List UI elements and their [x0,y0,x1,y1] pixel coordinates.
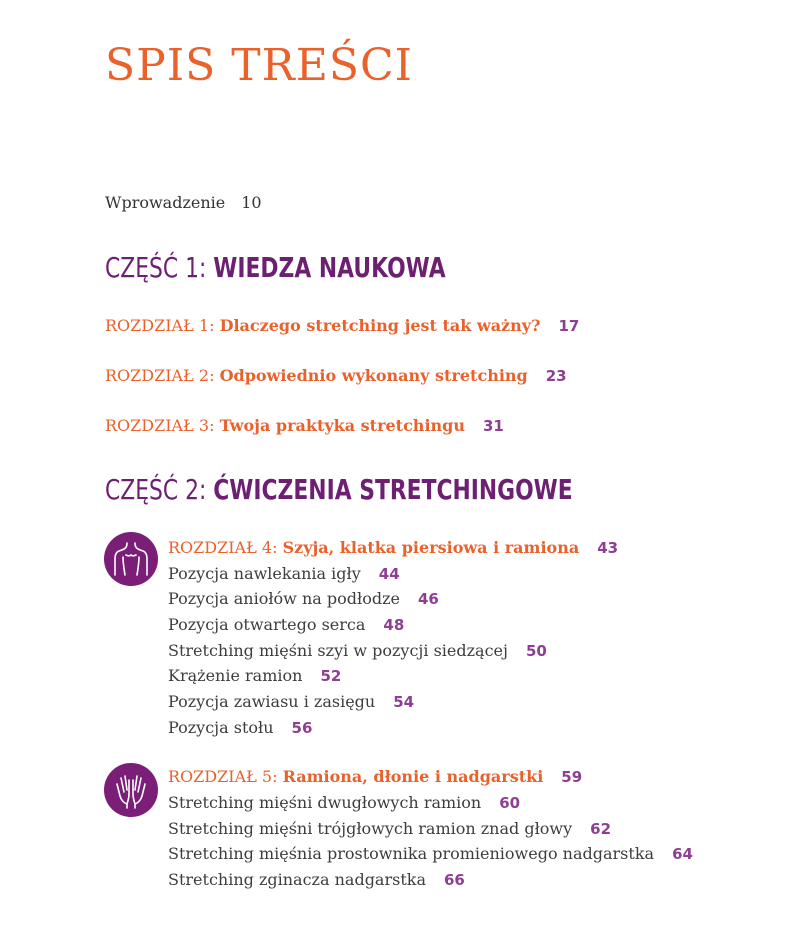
entry-title: Stretching mięśni szyi w pozycji siedzącej [168,641,508,660]
toc-chapter-2[interactable] [105,365,567,387]
hands-icon [104,763,158,817]
entry-page: 54 [393,693,415,711]
toc-entry[interactable] [168,563,400,585]
entry-page: 66 [444,871,465,889]
chapter-label: ROZDZIAŁ 4: [168,538,278,557]
chapter-title: Odpowiednio wykonany stretching [219,366,528,385]
entry-page: 50 [525,642,547,660]
toc-entry[interactable] [168,717,312,739]
entry-page: 56 [291,719,313,737]
torso-icon [104,532,158,586]
chapter-page: 17 [558,317,580,335]
part-label: CZĘŚĆ 2: [105,473,207,506]
entry-title: Pozycja stołu [168,718,274,737]
part-2-heading [105,472,573,508]
intro-page: 10 [241,193,262,212]
entry-page: 48 [383,616,405,634]
entry-title: Stretching mięśnia prostownika promieniowego nadgarstka [168,844,655,863]
page-title: SPIS TREŚCI [105,40,414,91]
part-1-heading [105,250,446,286]
part-title: WIEDZA NAUKOWA [213,251,446,284]
toc-entry[interactable] [168,691,414,713]
toc-chapter-5[interactable] [168,766,582,788]
entry-page: 44 [378,565,400,583]
toc-entry[interactable] [168,640,547,662]
chapter-label: ROZDZIAŁ 2: [105,366,215,385]
toc-entry[interactable] [168,614,404,636]
chapter-label: ROZDZIAŁ 5: [168,767,278,786]
entry-title: Pozycja otwartego serca [168,615,366,634]
entry-page: 62 [590,820,612,838]
part-title: ĆWICZENIA STRETCHINGOWE [213,473,573,506]
toc-entry[interactable] [168,843,693,865]
entry-page: 46 [417,590,439,608]
toc-chapter-1[interactable] [105,315,579,337]
chapter-title: Twoja praktyka stretchingu [219,416,465,435]
toc-chapter-4[interactable] [168,537,618,559]
toc-intro[interactable] [105,193,262,213]
chapter-label: ROZDZIAŁ 1: [105,316,215,335]
toc-entry[interactable] [168,792,520,814]
entry-title: Pozycja aniołów na podłodze [168,589,400,608]
entry-title: Pozycja nawlekania igły [168,564,361,583]
entry-title: Stretching mięśni trójgłowych ramion znad głowy [168,819,573,838]
toc-entry[interactable] [168,869,465,891]
entry-title: Stretching mięśni dwugłowych ramion [168,793,482,812]
toc-chapter-3[interactable] [105,415,504,437]
chapter-page: 43 [597,539,619,557]
entry-title: Krążenie ramion [168,666,303,685]
entry-title: Pozycja zawiasu i zasięgu [168,692,376,711]
chapter-title: Dlaczego stretching jest tak ważny? [219,316,541,335]
chapter-title: Ramiona, dłonie i nadgarstki [282,767,544,786]
entry-title: Stretching zginacza nadgarstka [168,870,426,889]
toc-entry[interactable] [168,665,341,687]
toc-entry[interactable] [168,588,439,610]
chapter-page: 23 [545,367,567,385]
part-label: CZĘŚĆ 1: [105,251,207,284]
chapter-title: Szyja, klatka piersiowa i ramiona [282,538,580,557]
chapter-page: 31 [482,417,504,435]
entry-page: 60 [499,794,521,812]
chapter-page: 59 [561,768,583,786]
entry-page: 52 [320,667,342,685]
chapter-label: ROZDZIAŁ 3: [105,416,215,435]
entry-page: 64 [672,845,693,863]
intro-label: Wprowadzenie [105,193,226,212]
toc-entry[interactable] [168,818,611,840]
